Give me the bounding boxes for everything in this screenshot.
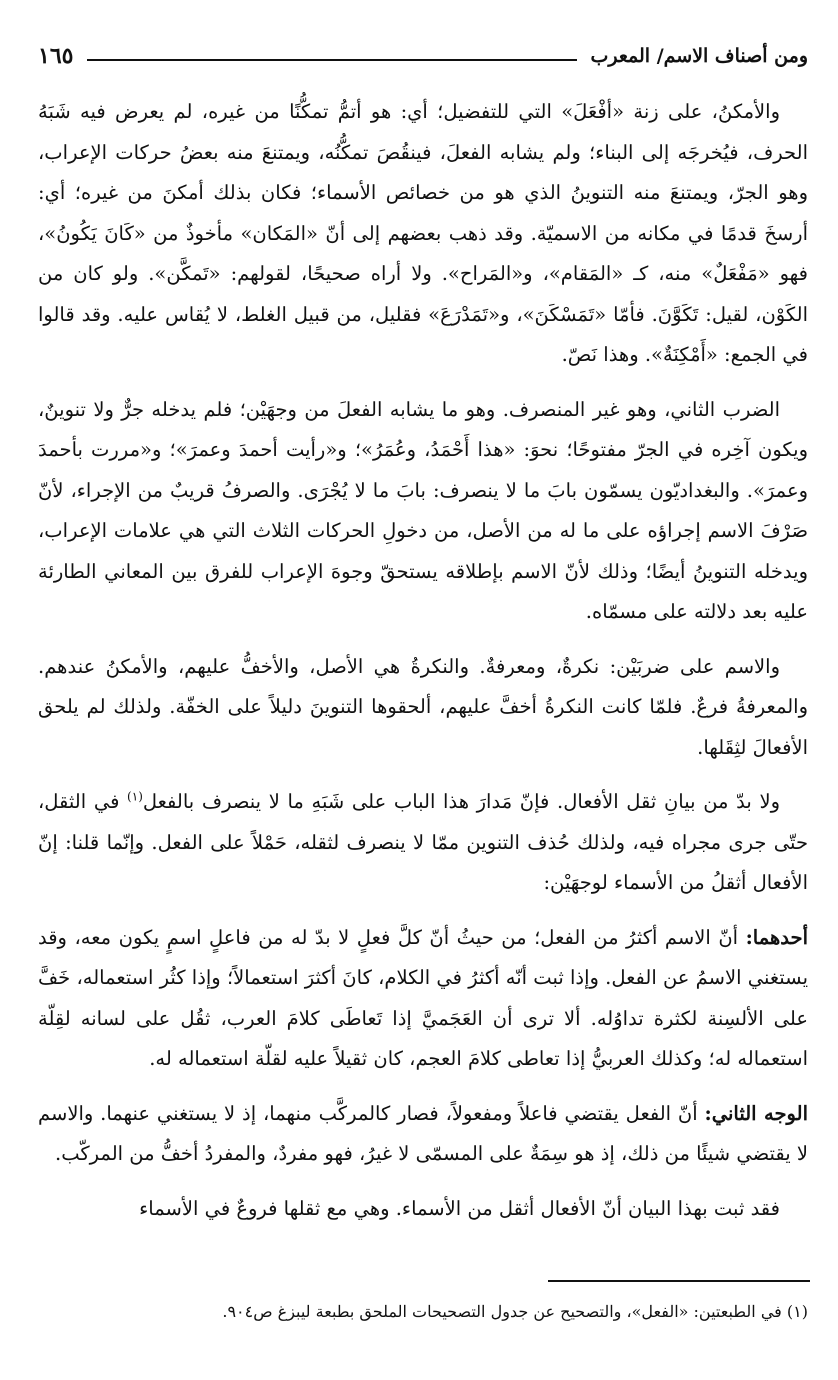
footnote-reference: (١) <box>127 789 143 804</box>
paragraph-text: في الثقل، حتّى جرى مجراه فيه، ولذلك حُذف التنوين ممّا لا ينصرف لثقله، حَمْلاً على الفعل. وإنّما قلنا: إنّ الأفعال أثقلُ من الأسماء لوجهَيْن: <box>38 790 808 894</box>
footnote-text: في الطبعتين: «الفعل»، والتصحيح عن جدول التصحيحات الملحق بطبعة ليبزغ ص٩٠٤. <box>222 1302 787 1321</box>
running-title: ومن أصناف الاسم/ المعرب <box>590 45 808 67</box>
footnote-marker: (١) <box>786 1302 808 1321</box>
paragraph: والاسم على ضربَيْن: نكرةٌ، ومعرفةٌ. والنكرةُ هي الأصل، والأخفُّ عليهم، والأمكنُ عندهم. والمعرفةُ فرعٌ. فلمّا كانت النكرةُ أخفَّ عليهم، ألحقوها التنوينَ دليلاً على الخفّة. ولذلك لم يلحق الأفعالَ لثِقَلها. <box>38 654 808 759</box>
section-lead: أحدهما: <box>745 925 808 949</box>
paragraph-text: أنّ الفعل يقتضي فاعلاً ومفعولاً، فصار كالمركَّب منهما، إذ لا يستغني عنهما. والاسم لا يقتضي شيئًا من ذلك، إذ هو سِمَةٌ على المسمّى لا غيرُ، فهو مفردٌ، والمفردُ أخفُّ من المركّب. <box>38 1101 808 1165</box>
page-header <box>38 34 808 78</box>
paragraph: فقد ثبت بهذا البيان أنّ الأفعال أثقل من الأسماء. وهي مع ثقلها فروعٌ في الأسماء <box>139 1196 780 1220</box>
paragraph <box>38 1094 808 1175</box>
footnotes <box>38 1298 808 1326</box>
paragraph-text: أنّ الاسم أكثرُ من الفعل؛ من حيثُ أنّ كلَّ فعلٍ لا بدّ له من فاعلٍ اسمٍ يكون معه، وقد يستغني الاسمُ عن الفعل. وإذا ثبت أنّه أكثرُ في الكلام، كانَ أكثرَ استعمالاً؛ وإذا كثُر استعماله، خَفَّ على الألسِنة لكثرة تداوُله. ألا ترى أن العَجَميَّ إذا تَعاطَى كلامَ العرب، ثقُل على لسانه لقِلّة استعماله له؛ وكذلك العربيُّ إذا تعاطى كلامَ العجم، كان ثقيلاً عليه لقلّة استعماله له. <box>38 925 808 1070</box>
paragraph-text: ولا بدّ من بيانِ ثقل الأفعال. فإنّ مَدارَ هذا الباب على شَبَهِ ما لا ينصرف بالفعل <box>142 790 780 813</box>
footnote <box>38 1298 808 1326</box>
footnote-separator <box>548 1280 810 1282</box>
paragraph: الضرب الثاني، وهو غير المنصرف. وهو ما يشابه الفعلَ من وجهَيْن؛ فلم يدخله جرٌّ ولا تنوينٌ، ويكون آخِره في الجرّ مفتوحًا؛ نحوَ: «هذا أَحْمَدُ، وعُمَرُ»؛ و«رأيت أحمدَ وعمرَ»؛ و«مررت بأحمدَ وعمرَ». والبغداديّون يسمّون بابَ ما لا ينصرف: بابَ ما لا يُجْرَى. والصرفُ قريبٌ من الإجراء، لأنّ صَرْفَ الاسم إجراؤه على ما له من الأصل، من دخولِ الحركات الثلاث التي هي علامات الإعراب، ويدخله التنوينُ أيضًا؛ وذلك لأنّ الاسم بإطلاقه يستحقّ وجوهَ الإعراب للفرق بين المعاني الطارئة عليه بعد دلالته على مسمّاه. <box>38 397 808 623</box>
section-lead: الوجه الثاني: <box>704 1101 808 1125</box>
page-number: ١٦٥ <box>38 43 74 69</box>
main-text <box>38 92 808 1229</box>
header-rule <box>87 59 576 61</box>
paragraph <box>38 782 808 904</box>
paragraph <box>38 918 808 1080</box>
paragraph: والأمكنُ، على زنة «أفْعَلَ» التي للتفضيل؛ أي: هو أتمُّ تمكُّنًا من غيره، لم يعرض فيه شَبَهُ الحرف، فيُخرجَه إلى البناء؛ ولم يشابه الفعلَ، فينقُصَ تمكُّنُه، ويمتنعَ منه بعضُ حركات الإعراب، وهو الجرّ، ويمتنعَ منه التنوينُ الذي هو من خصائص الأسماء؛ فكان بذلك أمكنَ من غيره؛ أي: أرسخَ قدمًا في مكانه من الاسميّة. وقد ذهب بعضهم إلى أنّ «المَكان» مأخوذٌ من «كَانَ يَكُونُ»، فهو «مَفْعَلٌ» منه، كـ «المَقام»، و«المَراح». ولا أراه صحيحًا، لقولهم: «تَمكَّن». ولو كان من الكَوْن، لقيل: تَكَوَّنَ. فأمّا «تَمَسْكَنَ»، و«تَمَدْرَعَ» فقليل، من قبيل الغلط، لا يُقاس عليه. وقد قالوا في الجمع: «أَمْكِنَةٌ». وهذا نَصّ. <box>38 100 808 366</box>
